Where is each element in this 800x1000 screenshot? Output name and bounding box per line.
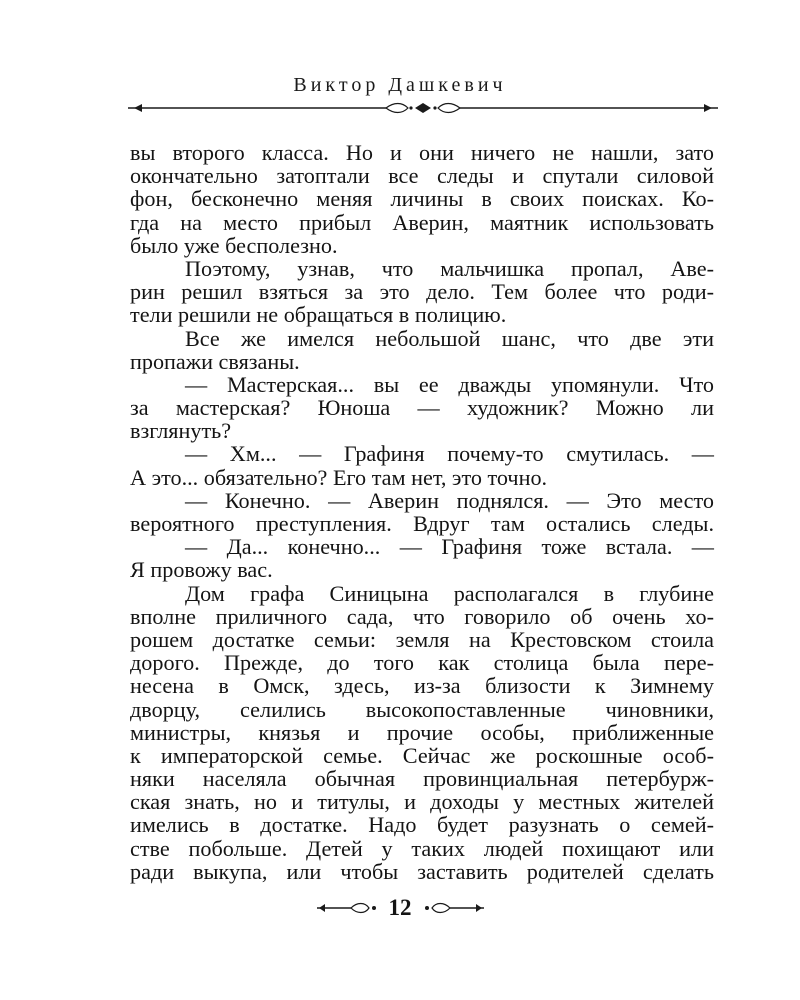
text-line: тели решили не обращаться в полицию.: [130, 302, 507, 328]
running-head-author: Виктор Дашкевич: [293, 74, 507, 96]
text-line: рошем достатке семьи: земля на Крестовском стоила: [130, 626, 714, 652]
text-line: взглянуть?: [130, 418, 232, 444]
text-line: няки населяла обычная провинциальная петербурж-: [130, 766, 714, 792]
text-line: к императорской семье. Сейчас же роскошные особ-: [130, 742, 714, 768]
text-line: дорого. Прежде, до того как столица была пере-: [130, 650, 714, 676]
text-line: фон, бесконечно меняя личины в своих поисках. Ко-: [130, 186, 714, 212]
ornamental-divider: [128, 101, 718, 115]
text-line: несена в Омск, здесь, из-за близости к Зимнему: [130, 673, 714, 699]
text-line: А это... обязательно? Его там нет, это точно.: [130, 464, 548, 490]
text-line: вы второго класса. Но и они ничего не нашли, зато: [130, 140, 714, 165]
text-line: Все же имелся небольшой шанс, что две эти: [185, 325, 714, 351]
page-number: 12: [388, 895, 412, 920]
text-line: — Да... конечно... — Графиня тоже встала. —: [185, 534, 714, 560]
folio-ornament-right-icon: [422, 901, 484, 915]
page-footer: [0, 895, 800, 921]
text-line: дворцу, селились высокопоставленные чиновники,: [130, 696, 714, 722]
text-line: окончательно затоптали все следы и спутали силовой: [130, 163, 714, 189]
text-line: имелись в достатке. Надо будет разузнать о семей-: [130, 812, 714, 838]
text-line: ради выкупа, или чтобы заставить родителей сделать: [130, 858, 714, 884]
folio-ornament-left-icon: [317, 901, 379, 915]
text-line: Я провожу вас.: [130, 557, 273, 583]
text-line: пропажи связаны.: [130, 348, 300, 374]
text-line: Дом графа Синицына располагался в глубине: [185, 580, 714, 606]
text-line: за мастерская? Юноша — художник? Можно ли: [130, 395, 714, 421]
text-line: стве побольше. Детей у таких людей похищают или: [130, 835, 714, 861]
text-line: — Конечно. — Аверин поднялся. — Это место: [185, 487, 714, 513]
text-line: вполне приличного сада, что говорило об очень хо-: [130, 603, 714, 629]
text-line: вероятного преступления. Вдруг там остались следы.: [130, 511, 714, 536]
text-line: ская знать, но и титулы, и доходы у местных жителей: [130, 789, 714, 815]
text-line: — Мастерская... вы ее дважды упомянули. Что: [185, 371, 714, 397]
text-line: гда на место прибыл Аверин, маятник использовать: [130, 209, 714, 235]
text-line: министры, князья и прочие особы, приближенные: [130, 719, 714, 745]
text-line: рин решил взяться за это дело. Тем более что роди-: [130, 279, 714, 305]
text-line: было уже бесполезно.: [130, 232, 338, 258]
body-text: [130, 141, 714, 883]
text-line: — Хм... — Графиня почему-то смутилась. —: [185, 441, 714, 467]
text-line: Поэтому, узнав, что мальчишка пропал, Аве-: [185, 255, 714, 281]
